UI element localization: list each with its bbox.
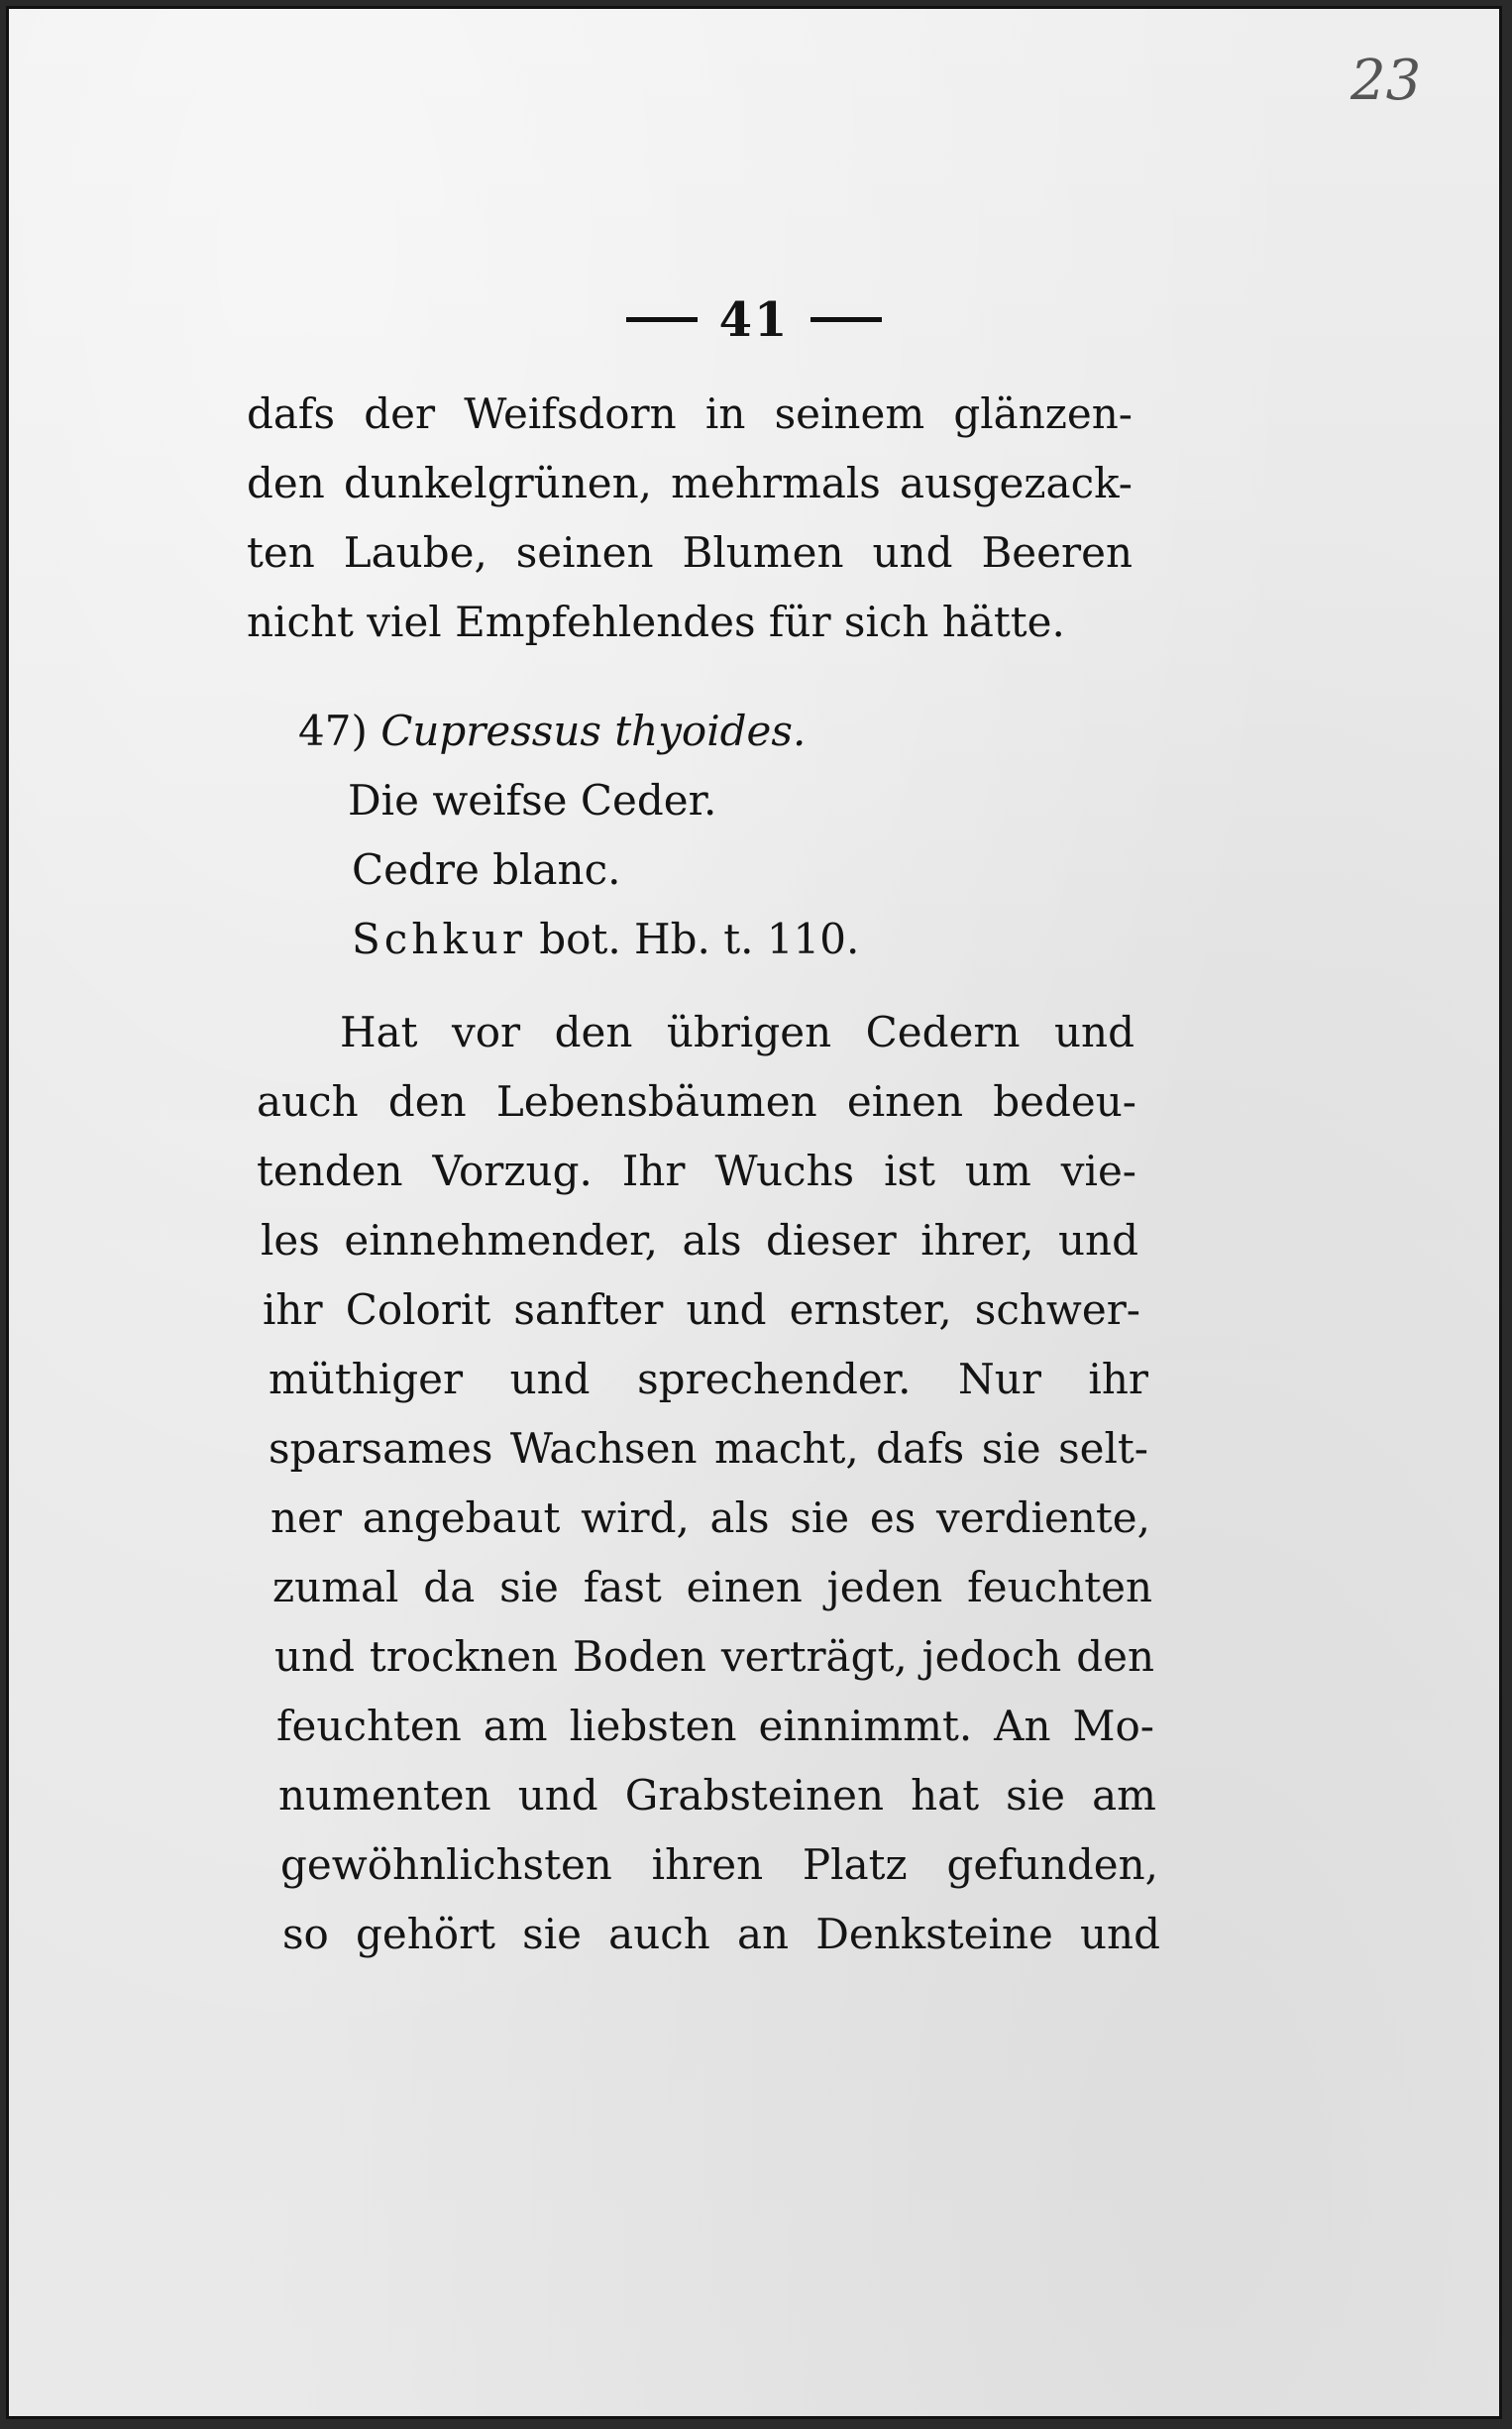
entry-reference-detail: bot. Hb. t. 110. [539, 915, 860, 963]
text-line: dafs der Weifsdorn in seinem glänzen- [247, 389, 1133, 438]
text-line: sparsames Wachsen macht, dafs sie selt- [269, 1424, 1148, 1473]
text-line: nicht viel Empfehlendes für sich hätte. [247, 598, 1065, 646]
text-line: Hat vor den übrigen Cedern und [340, 1008, 1134, 1056]
text-line: les einnehmender, als dieser ihrer, und [261, 1216, 1138, 1265]
header-dash-right [810, 317, 882, 322]
entry-german-name: Die weifse Ceder. [348, 776, 717, 825]
entry-heading [298, 707, 807, 755]
entry-latin-name: Cupressus thyoides. [380, 707, 807, 755]
archive-page-number: 23 [1350, 49, 1422, 113]
text-line: den dunkelgrünen, mehrmals ausgezack- [247, 459, 1133, 507]
entry-french-name: Cedre blanc. [352, 845, 621, 894]
text-line: müthiger und sprechender. Nur ihr [269, 1355, 1148, 1403]
text-line: zumal da sie fast einen jeden feuchten [272, 1563, 1152, 1611]
text-line: ner angebaut wird, als sie es verdiente, [270, 1493, 1150, 1542]
text-line: und trocknen Boden verträgt, jedoch den [274, 1632, 1154, 1681]
text-line: auch den Lebensbäumen einen bedeu- [257, 1077, 1136, 1126]
entry-number: 47) [298, 707, 368, 755]
text-line: so gehört sie auch an Denksteine und [282, 1910, 1160, 1958]
page-number: 41 [718, 291, 790, 348]
header-dash-left [626, 317, 698, 322]
book-page [6, 6, 1502, 2419]
text-line: feuchten am liebsten einnimmt. An Mo- [276, 1702, 1154, 1750]
text-line: ihr Colorit sanfter und ernster, schwer- [263, 1285, 1140, 1334]
page-header [9, 288, 1499, 348]
text-line: gewöhnlichsten ihren Platz gefunden, [280, 1840, 1158, 1889]
entry-reference [352, 915, 860, 963]
entry-reference-author: Schkur [352, 915, 526, 963]
text-line: numenten und Grabsteinen hat sie am [278, 1771, 1156, 1820]
text-line: ten Laube, seinen Blumen und Beeren [247, 528, 1133, 577]
text-line: tenden Vorzug. Ihr Wuchs ist um vie- [257, 1147, 1136, 1195]
